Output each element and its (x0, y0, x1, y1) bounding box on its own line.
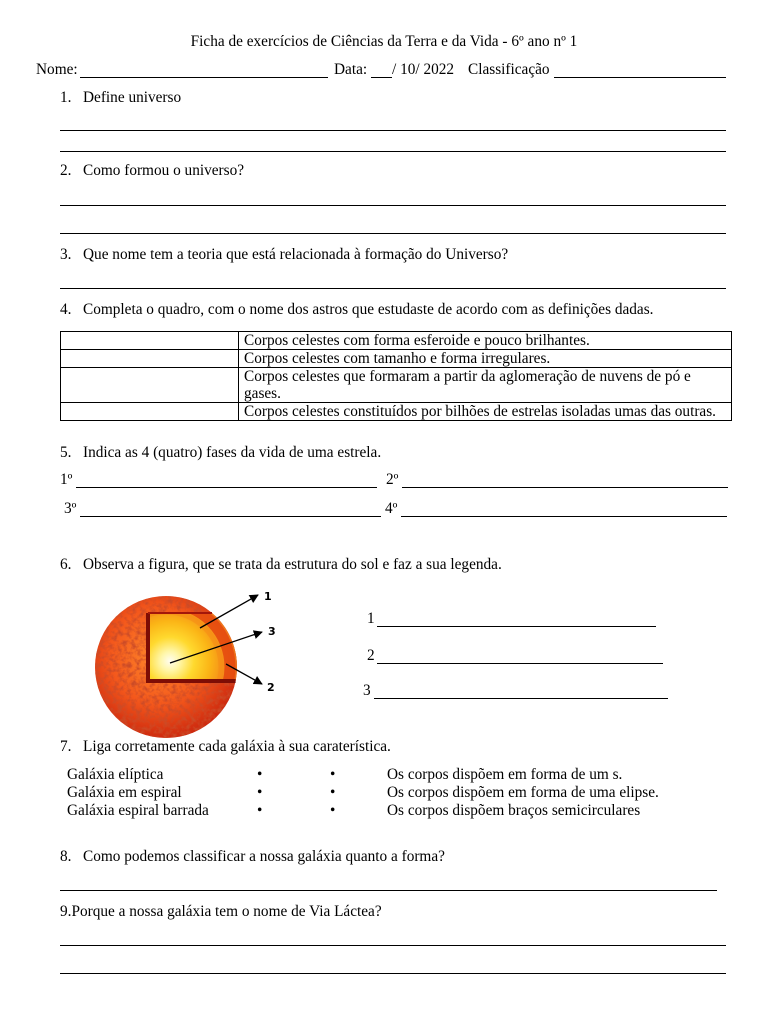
question-5-number: 5. (60, 444, 72, 461)
worksheet-title: Ficha de exercícios de Ciências da Terra e da Vida - 6º ano nº 1 (190, 33, 578, 50)
legend-2-field[interactable] (377, 648, 663, 664)
astro-answer-cell[interactable] (61, 332, 239, 350)
galaxy-connector-dot-right[interactable]: • (330, 766, 336, 783)
question-2-number: 2. (60, 162, 72, 179)
astro-definition-cell (239, 332, 732, 350)
question-8-number: 8. (60, 848, 72, 865)
figure-marker-3: 3 (268, 625, 276, 638)
galaxy-connector-dot-right[interactable]: • (330, 802, 336, 819)
table-row (61, 332, 732, 350)
astro-definition-cell (239, 350, 732, 368)
astro-definition: Corpos celestes que formaram a partir da aglomeração de nuvens de pó e gases. (244, 368, 691, 402)
question-9-answer-line[interactable] (60, 958, 726, 974)
star-phase-4-field[interactable] (401, 501, 727, 517)
table-row (61, 368, 732, 403)
question-1-number: 1. (60, 89, 72, 106)
astro-definition-cell (239, 368, 732, 403)
legend-3-field[interactable] (374, 683, 668, 699)
legend-1-label: 1 (367, 610, 375, 627)
name-label: Nome: (36, 61, 78, 78)
galaxy-type: Galáxia em espiral (67, 784, 182, 801)
astros-table (60, 331, 732, 421)
astro-definition: Corpos celestes com tamanho e forma irregulares. (244, 350, 551, 367)
question-5-text: Indica as 4 (quatro) fases da vida de uma estrela. (83, 444, 382, 461)
question-6-number: 6. (60, 556, 72, 573)
question-4-number: 4. (60, 301, 72, 318)
question-9-answer-line[interactable] (60, 930, 726, 946)
galaxy-connector-dot-right[interactable]: • (330, 784, 336, 801)
legend-3-label: 3 (363, 682, 371, 699)
table-row (61, 350, 732, 368)
astro-definition: Corpos celestes constituídos por bilhões de estrelas isoladas umas das outras. (244, 403, 716, 420)
name-field[interactable] (80, 62, 328, 78)
galaxy-connector-dot-left[interactable]: • (257, 802, 263, 819)
astro-answer-cell[interactable] (61, 350, 239, 368)
question-2-text: Como formou o universo? (83, 162, 245, 179)
question-8-text: Como podemos classificar a nossa galáxia quanto a forma? (83, 848, 445, 865)
figure-marker-2: 2 (267, 681, 275, 694)
star-phase-1-label: 1º (60, 471, 73, 488)
sun-structure-figure (80, 585, 280, 745)
question-1-answer-line[interactable] (60, 115, 726, 131)
galaxy-feature: Os corpos dispõem em forma de uma elipse. (387, 784, 659, 801)
classification-field[interactable] (554, 62, 726, 78)
star-phase-2-field[interactable] (402, 472, 728, 488)
classification-label: Classificação (468, 61, 550, 78)
astro-answer-cell[interactable] (61, 403, 239, 421)
star-phase-3-label: 3º (64, 500, 77, 517)
galaxy-type: Galáxia elíptica (67, 766, 164, 783)
table-row (61, 403, 732, 421)
star-phase-4-label: 4º (385, 500, 398, 517)
question-7-number: 7. (60, 738, 72, 755)
galaxy-connector-dot-left[interactable]: • (257, 784, 263, 801)
star-phase-2-label: 2º (386, 471, 399, 488)
question-6-text: Observa a figura, que se trata da estrutura do sol e faz a sua legenda. (83, 556, 502, 573)
date-label: Data: (334, 61, 368, 78)
question-3-number: 3. (60, 246, 72, 263)
star-phase-1-field[interactable] (76, 472, 377, 488)
question-4-text: Completa o quadro, com o nome dos astros que estudaste de acordo com as definições dadas. (83, 301, 654, 318)
galaxy-connector-dot-left[interactable]: • (257, 766, 263, 783)
galaxy-feature: Os corpos dispõem em forma de um s. (387, 766, 623, 783)
question-2-answer-line[interactable] (60, 190, 726, 206)
question-1-text: Define universo (83, 89, 182, 106)
legend-2-label: 2 (367, 647, 375, 664)
figure-marker-1: 1 (264, 590, 272, 603)
astro-definition-cell (239, 403, 732, 421)
question-8-answer-line[interactable] (60, 875, 717, 891)
galaxy-feature: Os corpos dispõem braços semicirculares (387, 802, 641, 819)
legend-1-field[interactable] (377, 611, 656, 627)
question-3-answer-line[interactable] (60, 273, 726, 289)
date-day-field[interactable] (371, 62, 392, 78)
question-7-text: Liga corretamente cada galáxia à sua caraterística. (83, 738, 391, 755)
date-month-year: / 10/ 2022 (392, 61, 455, 78)
galaxy-type: Galáxia espiral barrada (67, 802, 209, 819)
star-phase-3-field[interactable] (80, 501, 381, 517)
question-1-answer-line[interactable] (60, 136, 726, 152)
astro-definition: Corpos celestes com forma esferoide e pouco brilhantes. (244, 332, 590, 349)
question-2-answer-line[interactable] (60, 218, 726, 234)
question-3-text: Que nome tem a teoria que está relacionada à formação do Universo? (83, 246, 509, 263)
astro-answer-cell[interactable] (61, 368, 239, 403)
question-9-text: 9.Porque a nossa galáxia tem o nome de Via Láctea? (60, 903, 382, 920)
